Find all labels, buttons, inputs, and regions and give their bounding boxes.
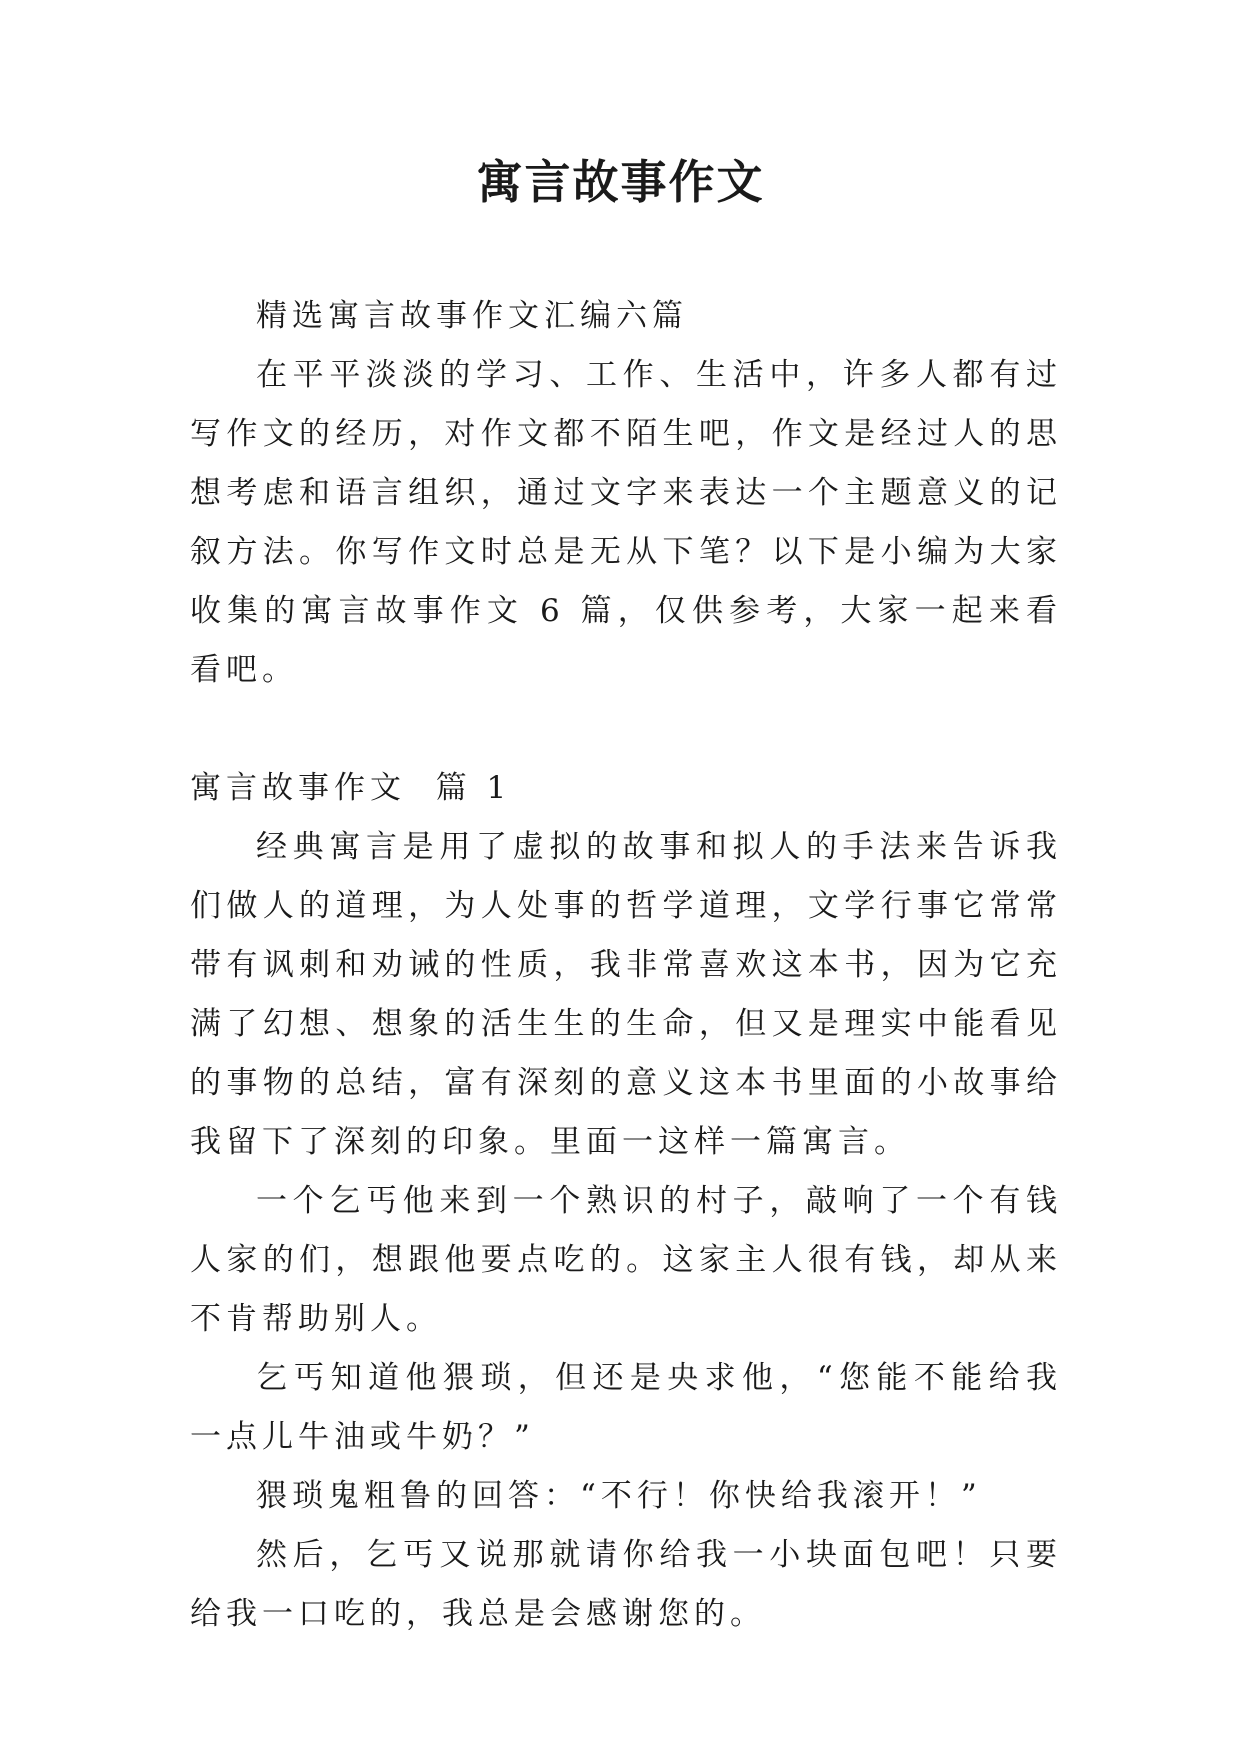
story-paragraph-2: 一个乞丐他来到一个熟识的村子，敲响了一个有钱人家的们，想跟他要点吃的。这家主人很有钱，却从来不肯帮助别人。 xyxy=(190,1183,1062,1337)
document-title: 寓言故事作文 xyxy=(476,155,765,209)
story-paragraph-5: 然后，乞丐又说那就请你给我一小块面包吧！只要给我一口吃的，我总是会感谢您的。 xyxy=(190,1537,1062,1632)
story-paragraph-1: 经典寓言是用了虚拟的故事和拟人的手法来告诉我们做人的道理，为人处事的哲学道理，文学行事它常常带有讽刺和劝诫的性质，我非常喜欢这本书，因为它充满了幻想、想象的活生生的生命，但又是理实中能看见的事物的总结，富有深刻的意义这本书里面的小故事给我留下了深刻的印象。里面一这样一篇寓言。 xyxy=(190,829,1062,1160)
section-heading: 寓言故事作文 篇 1 xyxy=(190,770,512,806)
document-body xyxy=(190,287,1062,1644)
story-paragraph-4: 猥琐鬼粗鲁的回答：“不行！你快给我滚开！” xyxy=(256,1478,982,1514)
paragraph-gap xyxy=(190,700,1062,759)
intro-paragraph: 在平平淡淡的学习、工作、生活中，许多人都有过写作文的经历，对作文都不陌生吧，作文是经过人的思想考虑和语言组织，通过文字来表达一个主题意义的记叙方法。你写作文时总是无从下笔？以下是小编为大家收集的寓言故事作文 6 篇，仅供参考，大家一起来看看吧。 xyxy=(190,357,1062,688)
story-paragraph-3: 乞丐知道他猥琐，但还是央求他，“您能不能给我一点儿牛油或牛奶？” xyxy=(190,1360,1062,1455)
document-subtitle: 精选寓言故事作文汇编六篇 xyxy=(256,298,688,334)
